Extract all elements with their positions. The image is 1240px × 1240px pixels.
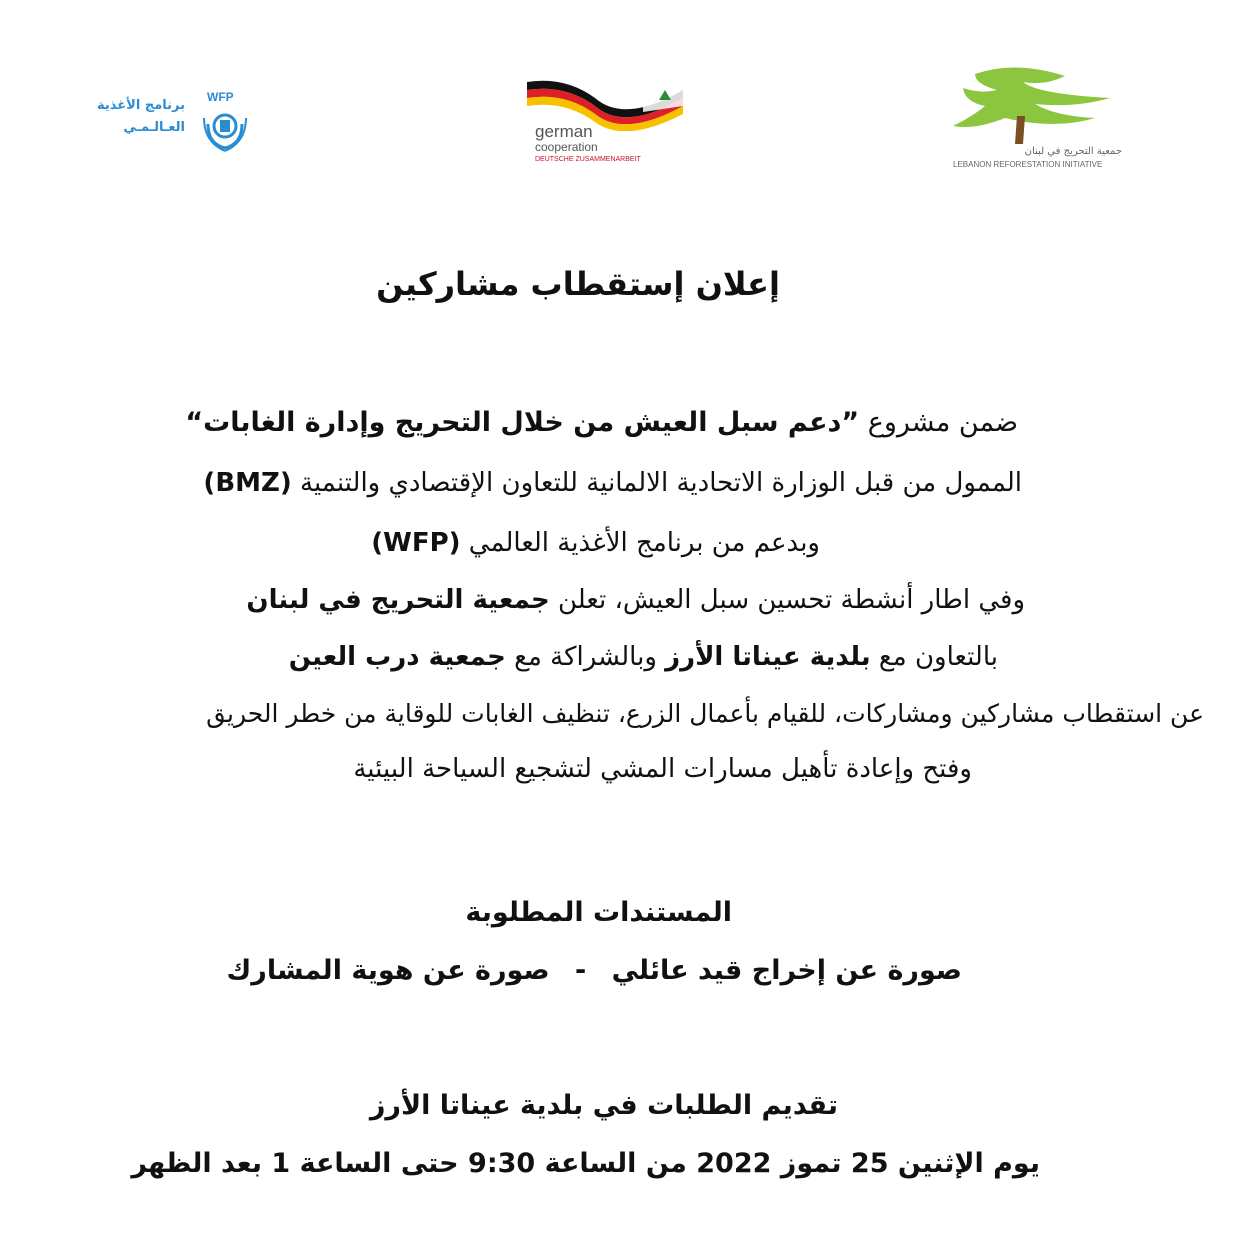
partners-association: جمعية درب العين bbox=[288, 642, 506, 672]
line-purpose: عن استقطاب مشاركين ومشاركات، للقيام بأعمال الزرع، تنظيف الغابات للوقاية من خطر الحريق bbox=[206, 699, 1204, 728]
lri-english: LEBANON REFORESTATION INITIATIVE bbox=[953, 160, 1103, 169]
cedar-tree-icon bbox=[945, 60, 1125, 145]
submission-heading: تقديم الطلبات في بلدية عيناتا الأرز bbox=[369, 1090, 838, 1121]
german-line2: cooperation bbox=[535, 140, 598, 154]
funding-text: الممول من قبل الوزارة الاتحادية الالمانية للتعاون الإقتصادي والتنمية bbox=[291, 468, 1022, 498]
documents-list bbox=[227, 955, 962, 987]
lri-arabic: جمعية التحريج في لبنان bbox=[1024, 146, 1122, 157]
project-prefix: ضمن مشروع bbox=[859, 407, 1018, 438]
german-line1: german bbox=[535, 122, 593, 141]
framework-text: وفي اطار أنشطة تحسين سبل العيش، تعلن bbox=[549, 585, 1025, 615]
project-name: ”دعم سبل العيش من خلال التحريج وإدارة الغابات“ bbox=[185, 407, 860, 438]
line-funding bbox=[203, 468, 1022, 499]
line-purpose-2: وفتح وإعادة تأهيل مسارات المشي لتشجيع السياحة البيئية bbox=[353, 754, 972, 784]
german-cooperation-logo bbox=[525, 76, 695, 171]
support-acronym: (WFP) bbox=[371, 528, 461, 558]
partners-prefix: بالتعاون مع bbox=[870, 642, 998, 672]
line-partners bbox=[289, 642, 998, 673]
wfp-arabic-line1: برنامج الأغذية bbox=[97, 98, 185, 113]
documents-heading: المستندات المطلوبة bbox=[465, 897, 732, 928]
line-project bbox=[185, 407, 1018, 439]
wfp-logo bbox=[95, 90, 265, 155]
document-separator: - bbox=[574, 955, 587, 986]
partners-municipality: بلدية عيناتا الأرز bbox=[665, 642, 871, 672]
funding-acronym: (BMZ) bbox=[203, 468, 292, 498]
document-item-1: صورة عن إخراج قيد عائلي bbox=[611, 955, 962, 986]
wfp-emblem-icon bbox=[200, 104, 250, 152]
framework-org: جمعية التحريج في لبنان bbox=[246, 585, 550, 615]
submission-schedule: يوم الإثنين 25 تموز 2022 من الساعة 9:30 حتى الساعة 1 بعد الظهر bbox=[131, 1148, 1040, 1179]
lri-logo bbox=[945, 60, 1130, 175]
german-line3: DEUTSCHE ZUSAMMENARBEIT bbox=[535, 156, 641, 163]
document-item-2: صورة عن هوية المشارك bbox=[226, 955, 550, 986]
line-support bbox=[371, 528, 820, 559]
partners-middle: وبالشراكة مع bbox=[505, 642, 666, 672]
line-framework bbox=[246, 585, 1025, 616]
wfp-acronym: WFP bbox=[207, 90, 234, 104]
announcement-title: إعلان إستقطاب مشاركين bbox=[376, 265, 780, 303]
support-text: وبدعم من برنامج الأغذية العالمي bbox=[460, 528, 820, 558]
wfp-arabic-line2: العـالـمـي bbox=[123, 120, 185, 135]
